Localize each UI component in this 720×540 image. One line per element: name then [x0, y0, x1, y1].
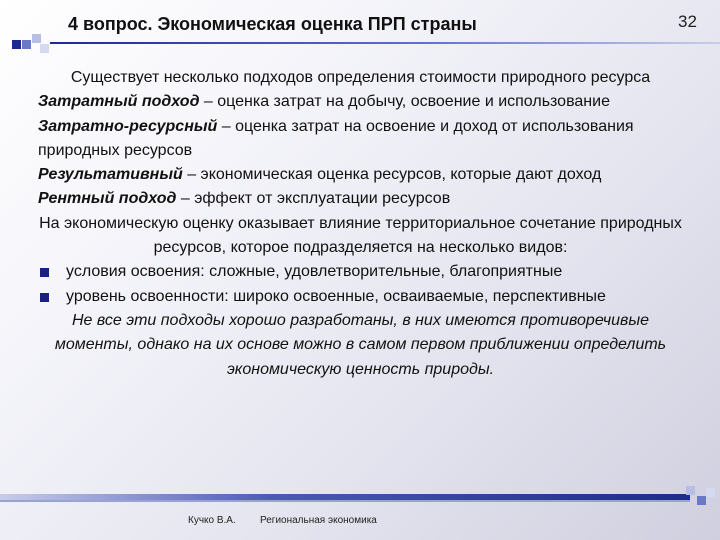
list-item	[38, 260, 683, 284]
intro-text: Существует несколько подходов определения стоимости природного ресурса	[70, 69, 651, 86]
approach-item	[38, 187, 683, 211]
list-item-text: уровень освоенности: широко освоенные, осваиваемые, перспективные	[66, 287, 606, 305]
approach-description: – оценка затрат на освоение и доход от использования природных ресурсов	[38, 117, 634, 159]
approach-term: Результативный	[38, 166, 183, 184]
approach-item	[38, 115, 683, 164]
approach-description: – оценка затрат на добычу, освоение и использование	[199, 93, 610, 111]
square-bullet-icon	[40, 293, 49, 302]
slide-body	[38, 66, 683, 382]
approach-item	[38, 163, 683, 187]
approach-term: Рентный подход	[38, 190, 177, 208]
approach-term: Затратно-ресурсный	[38, 117, 218, 135]
footer-rule-thin	[0, 500, 690, 502]
conclusion-text: Не все эти подходы хорошо разработаны, в них имеются противоречивые моменты, однако на их основе можно в самом первом приближении определить экономическую ценность природы.	[54, 311, 667, 378]
square-bullet-icon	[40, 268, 49, 277]
title-underline	[50, 42, 720, 44]
footer-course: Региональная экономика	[260, 515, 377, 526]
list-item-text: условия освоения: сложные, удовлетворительные, благоприятные	[66, 263, 563, 281]
slide-title: 4 вопрос. Экономическая оценка ПРП страны	[68, 14, 477, 34]
approach-description: – экономическая оценка ресурсов, которые дают доход	[182, 166, 602, 184]
approach-item	[38, 90, 683, 114]
territorial-text: На экономическую оценку оказывает влияние территориальное сочетание природных ресурсов, которое подразделяется на несколько видов:	[39, 214, 682, 257]
approach-description: – эффект от эксплуатации ресурсов	[176, 190, 451, 208]
approach-term: Затратный подход	[38, 93, 200, 111]
title-bar	[0, 0, 720, 50]
list-item	[38, 285, 683, 309]
slide-number: 32	[678, 12, 697, 31]
footer-author: Кучко В.А.	[188, 515, 236, 526]
